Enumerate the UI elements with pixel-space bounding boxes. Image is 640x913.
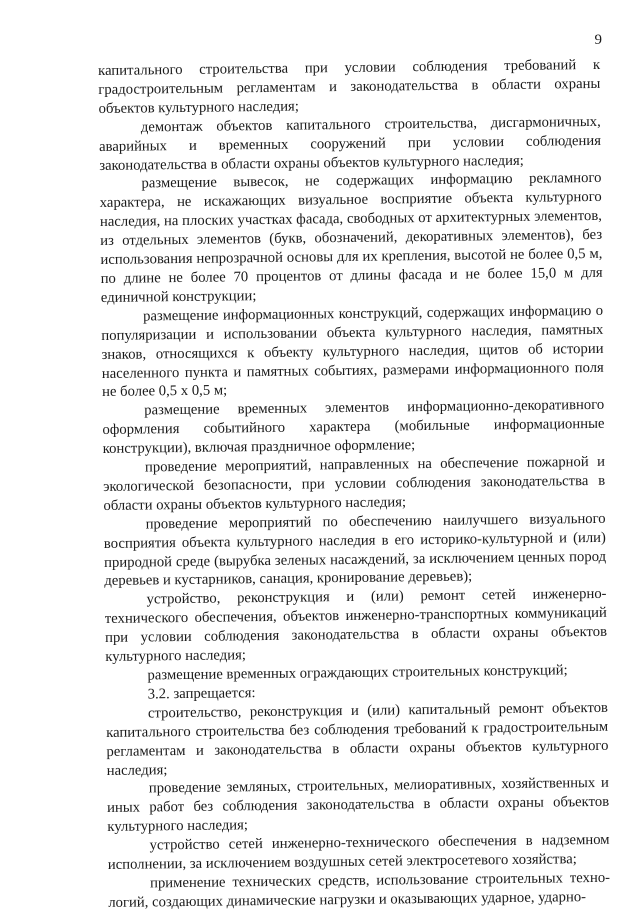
page-number: 9 <box>594 32 602 48</box>
paragraph: проведение мероприятий, направленных на обеспечение пожарной и экологической безопасности, при условии соблюдения законодательства в области охраны объектов культурного наследия; <box>103 453 606 514</box>
paragraph: капитального строительства при условии соблюдения требований к градостроительным регламентам и законодательства в области охраны объектов культурного наследия; <box>98 56 601 117</box>
paragraph: демонтаж объектов капитального строительства, дисгармоничных, аварийных и временных сооружений при условии соблюдения законодательства в области охраны объектов культурного наследия; <box>98 113 602 174</box>
paragraph: проведение земляных, строительных, мелиоративных, хозяйственных и иных работ без соблюдения законодательства в области охраны объектов культурного наследия; <box>107 775 610 836</box>
paragraph: строительство, реконструкция и (или) капитальный ремонт объектов капитального строительства без соблюдения требований к градостроительным регламентам и законодательства в области охраны объектов культурного наследия; <box>106 699 609 779</box>
paragraph: устройство сетей инженерно-технического обеспечения в надземном исполнении, за исключением воздушных сетей электросетевого хозяйства; <box>107 831 610 874</box>
paragraph: проведение мероприятий по обеспечению наилучшего визуального восприятия объекта культурного наследия в его историко-культурной и (или) природной среде (вырубка зеленых насаждений, за исключением ценных пород деревьев и кустарников, санация, кронирование деревьев); <box>103 510 607 590</box>
section-heading: 3.2. запрещается: <box>147 685 256 703</box>
document-body <box>98 56 610 913</box>
paragraph: размещение временных элементов информационно-декоративного оформления событийного характера (мобильные информационные конструкции), включая праздничное оформление; <box>102 397 605 458</box>
paragraph: размещение временных ограждающих строительных конструкций; <box>147 662 568 684</box>
paragraph: размещение информационных конструкций, содержащих информацию о популяризации и использовании объекта культурного наследия, памятных знаков, относящихся к объекту культурного наследия, щитов об истории населенного пункта и памятных событиях, размерами информационного поля не более 0,5 х 0,5 м; <box>101 302 604 401</box>
paragraph: применение технических средств, использование строительных техно- логий, создающих динамические нагрузки и оказывающих ударное, ударно- <box>108 869 611 911</box>
paragraph: размещение вывесок, не содержащих информацию рекламного характера, не искажающих визуальное восприятие объекта культурного наследия, на плоских участках фасада, свободных от архитектурных элементов, из отдельных элементов (букв, обозначений, декоративных элементов), без использования непрозрачной основы для их крепления, высотой не более 0,5 м, по длине не более 70 процентов от длины фасада и не более 15,0 м для единичной конструкции; <box>99 170 603 306</box>
paragraph: устройство, реконструкция и (или) ремонт сетей инженерно-технического обеспечения, объектов инженерно-транспортных коммуникаций при условии соблюдения законодательства в области охраны объектов культурного наследия; <box>104 586 608 666</box>
